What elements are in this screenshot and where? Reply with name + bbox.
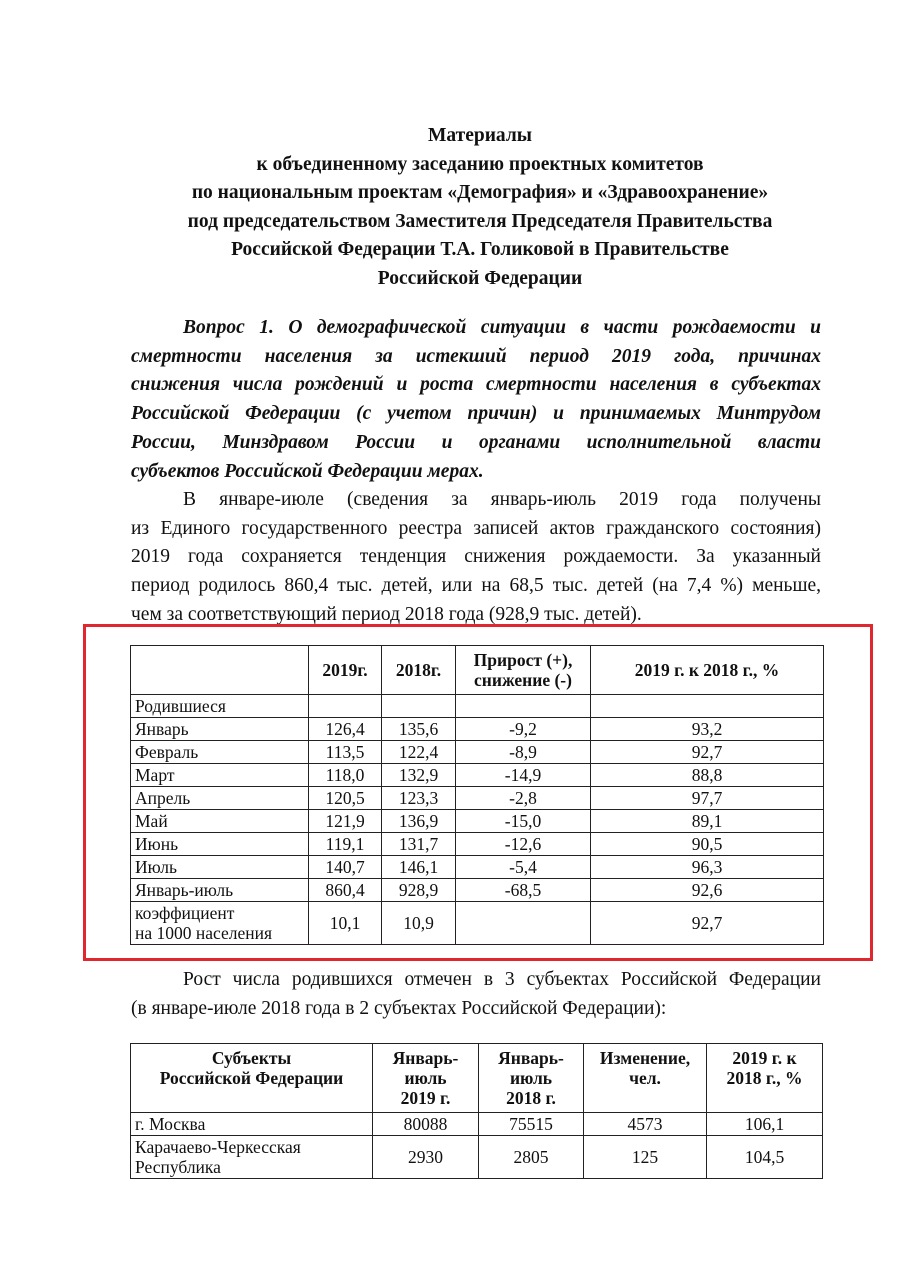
row-label: Февраль [131, 741, 309, 764]
empty-cell [309, 695, 382, 718]
value-2018: 2805 [479, 1136, 584, 1179]
header-line: Январь- [392, 1048, 459, 1068]
header-line: 2019 г. [400, 1088, 451, 1108]
value-2019: 113,5 [309, 741, 382, 764]
table-row [131, 787, 824, 810]
table-row [131, 741, 824, 764]
value-pct: 90,5 [591, 833, 824, 856]
header-line: Январь- [498, 1048, 564, 1068]
value-pct: 92,7 [591, 902, 824, 945]
value-change: -5,4 [456, 856, 591, 879]
header-line: июль [404, 1068, 447, 1088]
header-line: Российской Федерации [159, 1068, 344, 1088]
question-line: Вопрос 1. О демографической ситуации в части рождаемости и [183, 317, 821, 338]
paragraph-line: из Единого государственного реестра записей актов гражданского состояния) [131, 517, 821, 539]
table-row [131, 810, 824, 833]
value-2019: 118,0 [309, 764, 382, 787]
header-line: чел. [629, 1068, 661, 1088]
label-line: на 1000 населения [135, 923, 273, 943]
row-label: Май [131, 810, 309, 833]
value-2019: 10,1 [309, 902, 382, 945]
empty-cell [456, 695, 591, 718]
value-pct: 89,1 [591, 810, 824, 833]
value-2018: 135,6 [382, 718, 456, 741]
value-2019: 860,4 [309, 879, 382, 902]
table-row [131, 856, 824, 879]
value-2019: 121,9 [309, 810, 382, 833]
header-cell [707, 1044, 823, 1113]
empty-cell [591, 695, 824, 718]
value-pct: 96,3 [591, 856, 824, 879]
section-row [131, 695, 824, 718]
region-name [131, 1136, 373, 1179]
header-line: 2018 г. [506, 1088, 556, 1108]
header-line: Прирост (+), [473, 650, 573, 670]
question-line: Российской Федерации (с учетом причин) и принимаемых Минтрудом [131, 403, 821, 425]
value-change: -8,9 [456, 741, 591, 764]
empty-cell [382, 695, 456, 718]
value-2018: 132,9 [382, 764, 456, 787]
title-line: Российской Федерации Т.А. Голиковой в Правительстве [231, 239, 729, 260]
header-line: снижение (-) [474, 670, 572, 690]
row-label: Март [131, 764, 309, 787]
regions-table [130, 1043, 823, 1179]
value-change: -12,6 [456, 833, 591, 856]
row-label: Январь-июль [131, 879, 309, 902]
paragraph-line: чем за соответствующий период 2018 года (928,9 тыс. детей). [131, 603, 642, 625]
header-line: 2019 г. к [732, 1048, 797, 1068]
paragraph-line: период родилось 860,4 тыс. детей, или на 68,5 тыс. детей (на 7,4 %) меньше, [131, 575, 821, 597]
header-line: 2018 г., % [726, 1068, 803, 1088]
question-line: субъектов Российской Федерации мерах. [131, 460, 484, 482]
header-cell [456, 646, 591, 695]
value-pct: 106,1 [707, 1113, 823, 1136]
title-line: под председательством Заместителя Председателя Правительства [187, 210, 773, 232]
coefficient-row [131, 902, 824, 945]
value-pct: 104,5 [707, 1136, 823, 1179]
table-row [131, 833, 824, 856]
value-2018: 122,4 [382, 741, 456, 764]
table-row [131, 764, 824, 787]
value-change: -14,9 [456, 764, 591, 787]
value-pct: 97,7 [591, 787, 824, 810]
title-line: по национальным проектам «Демография» и «Здравоохранение» [191, 182, 769, 203]
title-line: Материалы [427, 125, 533, 146]
table-header-row [131, 1044, 823, 1113]
table-row [131, 1136, 823, 1179]
row-label: Июнь [131, 833, 309, 856]
value-2019: 140,7 [309, 856, 382, 879]
row-label [131, 902, 309, 945]
header-cell [131, 1044, 373, 1113]
question-line: снижения числа рождений и роста смертности населения в субъектах [131, 374, 821, 396]
row-label: Январь [131, 718, 309, 741]
table-row [131, 879, 824, 902]
label-line: коэффициент [135, 903, 235, 923]
header-line: Субъекты [211, 1048, 292, 1068]
header-cell: 2019 г. к 2018 г., % [591, 646, 824, 695]
title-line: к объединенному заседанию проектных комитетов [256, 153, 704, 175]
name-line: Карачаево-Черкесская [135, 1137, 301, 1157]
regions-paragraph [131, 966, 821, 1023]
header-cell [584, 1044, 707, 1113]
value-2018: 75515 [479, 1113, 584, 1136]
value-pct: 92,7 [591, 741, 824, 764]
value-pct: 88,8 [591, 764, 824, 787]
row-label: Апрель [131, 787, 309, 810]
value-change: 125 [584, 1136, 707, 1179]
header-line: Изменение, [599, 1048, 691, 1068]
value-change: -2,8 [456, 787, 591, 810]
value-pct: 92,6 [591, 879, 824, 902]
value-2019: 126,4 [309, 718, 382, 741]
header-cell: 2018г. [382, 646, 456, 695]
paragraph-line: 2019 года сохраняется тенденция снижения рождаемости. За указанный [131, 546, 821, 568]
value-pct: 93,2 [591, 718, 824, 741]
question-line: России, Минздравом России и органами исполнительной власти [131, 431, 821, 453]
question-line: смертности населения за истекший период 2019 года, причинах [131, 345, 821, 367]
question-heading [131, 314, 821, 486]
value-change: -9,2 [456, 718, 591, 741]
header-line: июль [509, 1068, 553, 1088]
table-header-row [131, 646, 824, 695]
name-line: г. Москва [135, 1114, 206, 1134]
value-change: 4573 [584, 1113, 707, 1136]
header-cell [479, 1044, 584, 1113]
value-2018: 123,3 [382, 787, 456, 810]
value-2019: 119,1 [309, 833, 382, 856]
value-2019: 2930 [373, 1136, 479, 1179]
value-2019: 80088 [373, 1113, 479, 1136]
paragraph-line: В январе-июле (сведения за январь-июль 2019 года получены [183, 489, 821, 510]
value-2018: 146,1 [382, 856, 456, 879]
value-2018: 928,9 [382, 879, 456, 902]
value-change: -68,5 [456, 879, 591, 902]
header-cell [373, 1044, 479, 1113]
row-label: Июль [131, 856, 309, 879]
header-cell [131, 646, 309, 695]
table-row [131, 718, 824, 741]
value-change [456, 902, 591, 945]
region-name [131, 1113, 373, 1136]
paragraph-line: (в январе-июле 2018 года в 2 субъектах Российской Федерации): [131, 997, 667, 1019]
births-table [130, 645, 824, 945]
value-2019: 120,5 [309, 787, 382, 810]
table-row [131, 1113, 823, 1136]
header-cell: 2019г. [309, 646, 382, 695]
value-2018: 136,9 [382, 810, 456, 833]
paragraph-line: Рост числа родившихся отмечен в 3 субъектах Российской Федерации [183, 969, 821, 990]
value-2018: 131,7 [382, 833, 456, 856]
births-paragraph [131, 486, 821, 630]
document-title [100, 122, 860, 293]
value-change: -15,0 [456, 810, 591, 833]
section-label: Родившиеся [131, 695, 309, 718]
name-line: Республика [135, 1157, 221, 1177]
title-line: Российской Федерации [377, 267, 583, 289]
value-2018: 10,9 [382, 902, 456, 945]
